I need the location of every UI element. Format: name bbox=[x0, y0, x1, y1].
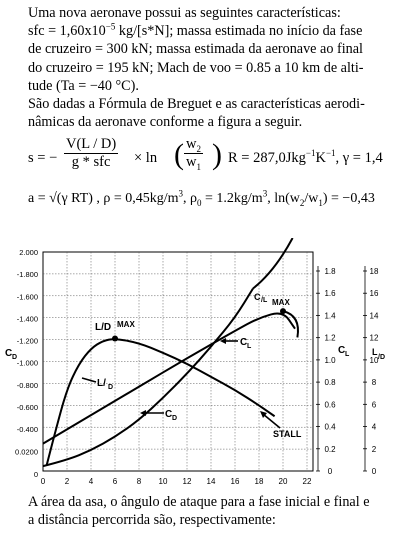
ld-max-point bbox=[112, 336, 118, 342]
breguet-fraction-1 bbox=[64, 136, 118, 171]
x-tick-label: 10 bbox=[158, 477, 168, 486]
question-line-2: a distância percorrida são, respectivamente: bbox=[28, 512, 276, 529]
cl-tick-label: 1.6 bbox=[324, 289, 336, 299]
cd-tick-label: -0.800 bbox=[16, 380, 38, 390]
given-line-1: São dadas a Fórmula de Breguet e as características aerodi- bbox=[28, 96, 365, 112]
ld-tick-label: 2 bbox=[371, 444, 377, 454]
constants-line: a = √(γ RT) , $\rho = 0,45kg/m^3$, $\rho_0 = 1.2kg/m^3$, $\ln(w_2/w_1) = -0,43$ bbox=[28, 188, 375, 208]
ld-label: L/ bbox=[97, 378, 106, 389]
cl-tick-label: 1.8 bbox=[324, 267, 336, 276]
cl-tick-label: 0 bbox=[327, 467, 333, 476]
ld-tick-label: 10 bbox=[369, 355, 379, 365]
cd-tick-label: 0.0200 bbox=[15, 447, 38, 457]
breguet-fraction-2: $\frac{w_2}{w_1}$ bbox=[186, 136, 201, 172]
breguet-constants: $R = 287,0Jkg^{-1}K^{-1}$, γ = 1,4 bbox=[228, 148, 383, 166]
cl-tick-label: 0.4 bbox=[324, 422, 336, 432]
x-tick-label: 22 bbox=[302, 477, 312, 486]
cl-tick-label: 0.2 bbox=[324, 444, 336, 454]
question-line-1: A área da asa, o ângulo de ataque para a fase inicial e final e bbox=[28, 494, 370, 510]
intro-line-3: de cruzeiro = 300 kN; massa estimada da aeronave ao final bbox=[28, 41, 363, 58]
question-paragraph bbox=[28, 493, 394, 529]
ld-tick-label: 4 bbox=[371, 422, 377, 432]
ld-axis-title-sub: /D bbox=[378, 354, 385, 361]
cd-axis-title: C bbox=[5, 348, 13, 359]
given-line-2: nâmicas da aeronave conforme a figura a seguir. bbox=[28, 114, 303, 131]
cl-max-label-sub: /L bbox=[261, 297, 268, 304]
breguet-frac1-denominator: g * sfc bbox=[71, 154, 111, 170]
x-tick-label: 12 bbox=[182, 477, 192, 486]
cl-tick-label: 1.2 bbox=[324, 333, 336, 343]
x-tick-label: 4 bbox=[88, 477, 94, 486]
intro-line-4: do cruzeiro = 195 kN; Mach de voo = 0.85 a 10 km de alti- bbox=[28, 59, 364, 76]
intro-line-1: Uma nova aeronave possui as seguintes características: bbox=[28, 5, 341, 21]
cd-tick-label: -0.400 bbox=[16, 425, 38, 435]
cl-tick-label: 0.6 bbox=[324, 400, 336, 410]
x-tick-label: 14 bbox=[206, 477, 216, 486]
x-tick-label: 2 bbox=[64, 477, 70, 486]
ld-axis-title: L bbox=[372, 347, 378, 357]
cd-tick-label: -1.000 bbox=[16, 358, 38, 368]
ld-label-sub: D bbox=[108, 384, 114, 391]
x-tick-label: 8 bbox=[136, 477, 142, 486]
ld-tick-label: 18 bbox=[369, 267, 379, 276]
cd-tick-label: -1.400 bbox=[16, 314, 38, 324]
x-tick-label: 20 bbox=[278, 477, 288, 486]
cl-axis-title-sub: L bbox=[345, 351, 350, 358]
cd-curve-extension bbox=[253, 238, 293, 289]
breguet-frac1-numerator: V(L / D) bbox=[66, 136, 117, 152]
cl-axis-title: C bbox=[338, 345, 346, 356]
cd-tick-label: -0.600 bbox=[16, 402, 38, 412]
breguet-paren-open: ( bbox=[174, 138, 184, 171]
breguet-paren-close: ) bbox=[212, 138, 222, 171]
cl-curve bbox=[43, 314, 295, 444]
x-tick-label: 6 bbox=[112, 477, 118, 486]
ld-tick-label: 12 bbox=[369, 333, 379, 343]
ld-max-label-suffix: MAX bbox=[117, 320, 135, 329]
ld-tick-label: 6 bbox=[371, 400, 377, 410]
given-paragraph bbox=[28, 95, 394, 131]
cd-curve bbox=[43, 289, 253, 467]
aero-chart-svg bbox=[0, 238, 401, 490]
x-tick-label: 0 bbox=[40, 477, 46, 486]
cd-tick-label: -1.800 bbox=[16, 270, 38, 280]
cl-tick-label: 1.4 bbox=[324, 311, 336, 321]
intro-line-2: sfc = $1,60x10^{-5}$ kg/[s*N]; massa estimada no início da fase bbox=[28, 21, 363, 40]
aero-chart bbox=[0, 238, 401, 490]
cd-label-sub: D bbox=[172, 415, 178, 422]
ld-max-label: L/D bbox=[95, 322, 112, 333]
ld-tick-label: 8 bbox=[371, 378, 377, 388]
ld-tick-label: 14 bbox=[369, 311, 379, 321]
cd-tick-label: -1.200 bbox=[16, 336, 38, 346]
cd-label: C bbox=[165, 409, 173, 420]
ld-curve bbox=[47, 339, 275, 465]
cd-tick-label: 0 bbox=[33, 470, 38, 479]
breguet-lhs: s = − bbox=[28, 150, 58, 166]
cd-tick-label: 2.000 bbox=[19, 248, 38, 257]
cl-max-label-suffix: MAX bbox=[272, 298, 290, 307]
cd-axis-title-sub: D bbox=[12, 354, 18, 361]
stall-label: STALL bbox=[273, 429, 302, 439]
ld-tick-label: 0 bbox=[371, 467, 377, 476]
intro-paragraph bbox=[28, 4, 394, 95]
stall-arrow bbox=[263, 414, 280, 428]
breguet-equation bbox=[28, 136, 398, 186]
cl-label-sub: L bbox=[247, 343, 252, 350]
cl-max-label: C bbox=[254, 292, 261, 302]
ld-arrow bbox=[82, 378, 96, 382]
cl-tick-label: 1.0 bbox=[324, 355, 336, 365]
ld-tick-label: 16 bbox=[369, 289, 379, 299]
x-tick-label: 16 bbox=[230, 477, 240, 486]
chart-series bbox=[43, 238, 298, 466]
cd-tick-label: -1.600 bbox=[16, 292, 38, 302]
cl-label: C bbox=[240, 337, 248, 348]
breguet-times-ln: × ln bbox=[134, 150, 158, 166]
cl-tick-label: 0.8 bbox=[324, 378, 336, 388]
x-tick-label: 18 bbox=[254, 477, 264, 486]
intro-line-5: tude (Ta = −40 °C). bbox=[28, 77, 139, 94]
